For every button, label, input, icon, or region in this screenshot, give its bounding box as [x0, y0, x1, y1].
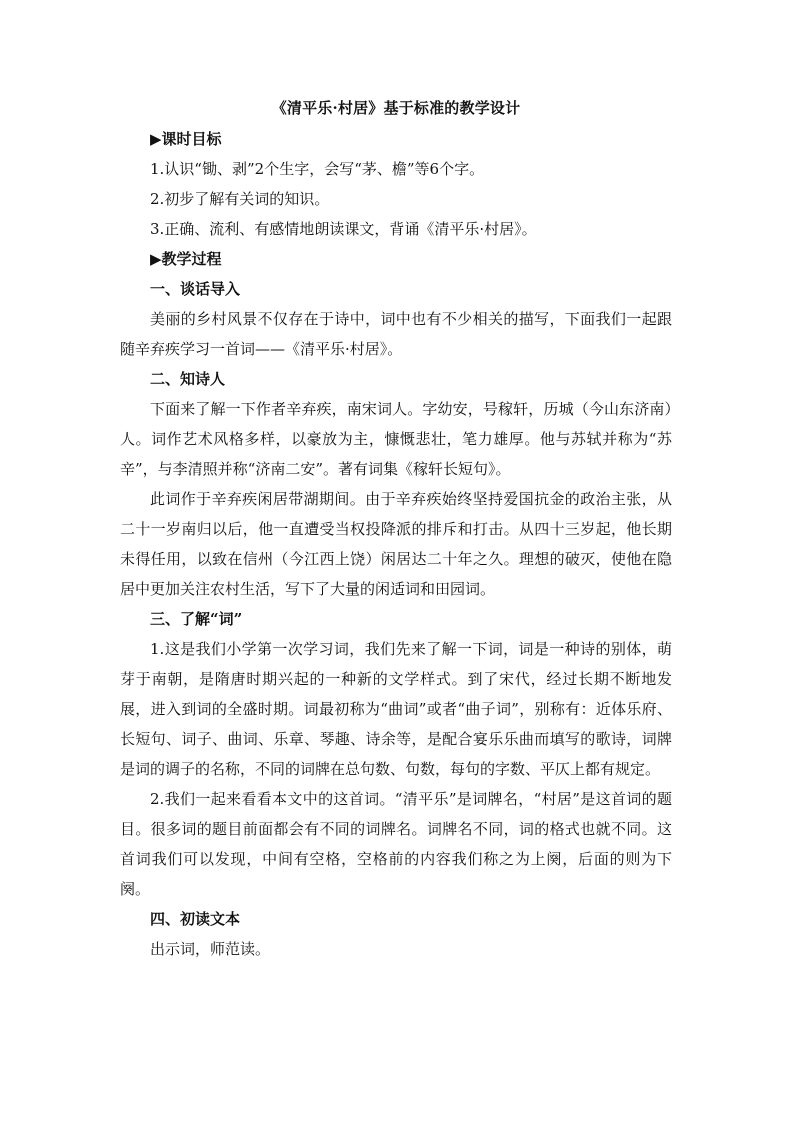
heading-teaching-process: ▶教学过程 [150, 250, 222, 268]
goal-item-3: 3.正确、流利、有感情地朗读课文，背诵《清平乐·村居》。 [150, 220, 537, 238]
heading-section-2: 二、知诗人 [150, 370, 226, 388]
document-content [120, 94, 672, 964]
goal-item-1: 1.认识“锄、剥”2个生字，会写“茅、檐”等6个字。 [150, 160, 485, 178]
paragraph-first-reading: 出示词，师范读。 [150, 940, 271, 958]
paragraph-ci-structure: 2.我们一起来看看本文中的这首词。“清平乐”是词牌名，“村居”是这首词的题目。很多词的题目前面都会有不同的词牌名。词牌名不同，词的格式也就不同。这首词我们可以发现，中间有空格，空格前的内容我们称之为上阕，后面的则为下阕。 [120, 790, 672, 898]
paragraph-background: 此词作于辛弃疾闲居带湖期间。由于辛弃疾始终坚持爱国抗金的政治主张，从二十一岁南归以后，他一直遭受当权投降派的排斥和打击。从四十三岁起，他长期未得任用，以致在信州（今江西上饶）闲居达二十年之久。理想的破灭，使他在隐居中更加关注农村生活，写下了大量的闲适词和田园词。 [120, 490, 672, 598]
heading-section-4: 四、初读文本 [150, 910, 241, 928]
document-title: 《清平乐·村居》基于标准的教学设计 [271, 99, 521, 117]
paragraph-intro: 美丽的乡村风景不仅存在于诗中，词中也有不少相关的描写，下面我们一起跟随辛弃疾学习一首词——《清平乐·村居》。 [120, 310, 672, 358]
paragraph-poet: 下面来了解一下作者辛弃疾，南宋词人。字幼安，号稼轩，历城（今山东济南）人。词作艺术风格多样，以豪放为主，慷慨悲壮，笔力雄厚。他与苏轼并称为“苏辛”，与李清照并称“济南二安”。著有词集《稼轩长短句》。 [120, 400, 672, 478]
goal-item-2: 2.初步了解有关词的知识。 [150, 190, 330, 208]
heading-section-3: 三、了解“词” [150, 610, 243, 628]
paragraph-ci-intro: 1.这是我们小学第一次学习词，我们先来了解一下词，词是一种诗的别体，萌芽于南朝，是隋唐时期兴起的一种新的文学样式。到了宋代，经过长期不断地发展，进入到词的全盛时期。词最初称为“曲词”或者“曲子词”，别称有：近体乐府、长短句、词子、曲词、乐章、琴趣、诗余等，是配合宴乐乐曲而填写的歌诗，词牌是词的调子的名称，不同的词牌在总句数、句数，每句的字数、平仄上都有规定。 [120, 640, 672, 778]
heading-lesson-goals: ▶课时目标 [150, 130, 222, 148]
heading-section-1: 一、谈话导入 [150, 280, 241, 298]
